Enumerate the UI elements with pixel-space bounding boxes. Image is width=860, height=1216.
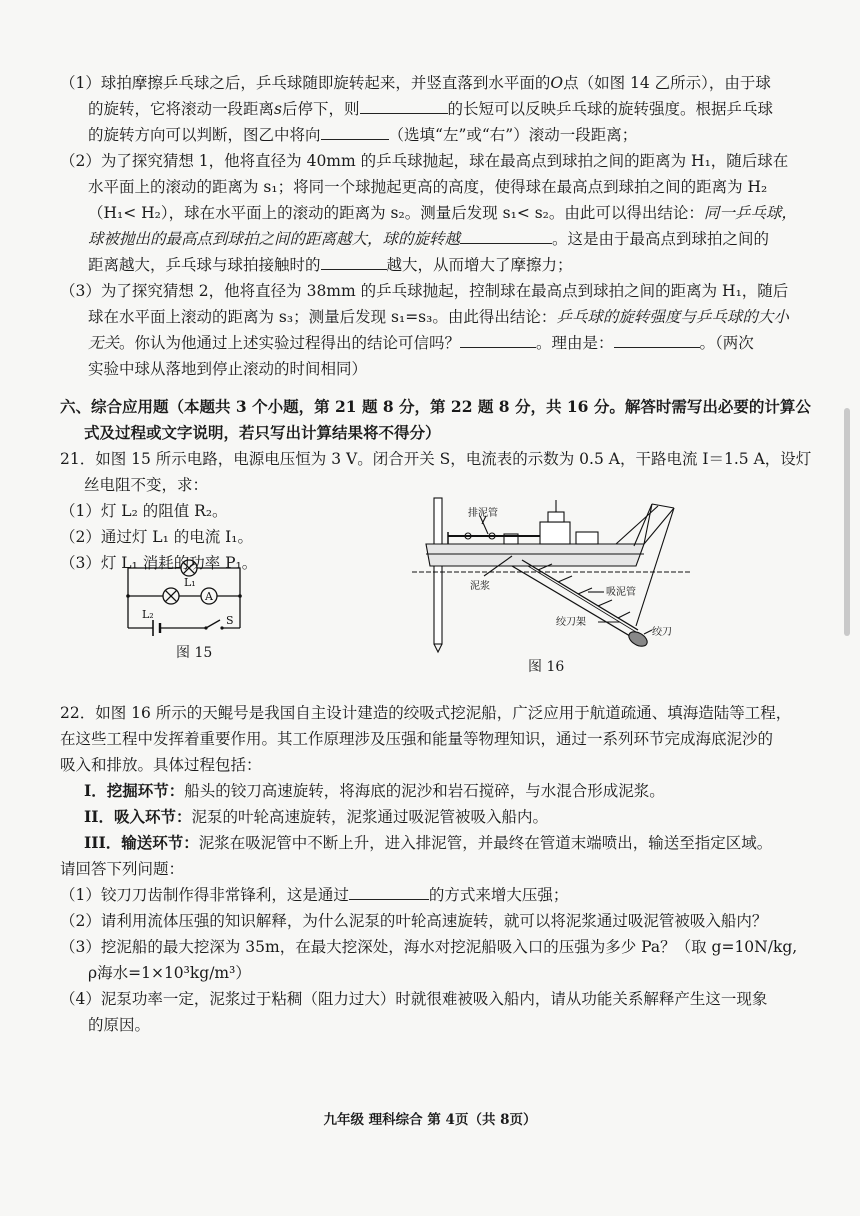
q-part-3-line-3: 无关。你认为他通过上述实验过程得出的结论可信吗？ 。理由是： 。（两次 <box>88 330 805 356</box>
q22-part-4-line-2: 的原因。 <box>88 1016 151 1034</box>
q21-stem-line-1: 21．如图 15 所示电路，电源电压恒为 3 V。闭合开关 S，电流表的示数为 0.5 A，干路电流 I＝1.5 A，设灯 <box>60 450 812 468</box>
q22-part-1: （1）铰刀刀齿制作得非常锋利，这是通过 的方式来增大压强； <box>60 882 805 908</box>
q22-part-3-line-2: ρ海水=1×10³kg/m³） <box>88 964 251 982</box>
q22-stem-line-3: 吸入和排放。具体过程包括： <box>60 756 262 774</box>
figure-15-circuit <box>118 556 258 646</box>
svg-text:绞刀: 绞刀 <box>652 627 672 638</box>
q-part-3-line-1: （3）为了探究猜想 2，他将直径为 38mm 的乒乓球抛起，控制球在最高点到球拍之间的距离为 H₁，随后 <box>60 282 789 300</box>
q22-prompt: 请回答下列问题： <box>60 860 185 878</box>
q21-part-2: （2）通过灯 L₁ 的电流 I₁。 <box>60 528 253 546</box>
section-6-heading-line-2: 式及过程或文字说明，若只写出计算结果将不得分） <box>84 423 441 442</box>
page-footer: 九年级 理科综合 第 4页（共 8页） <box>323 1112 537 1128</box>
q-part-3-line-2: 球在水平面上滚动的距离为 s₃；测量后发现 s₁=s₃。由此得出结论：乒乓球的旋转强度与乒乓球的大小 <box>88 308 789 326</box>
q-part-1-line-2: 的旋转，它将滚动一段距离s后停下，则 的长短可以反映乒乓球的旋转强度。根据乒乓球 <box>88 96 805 122</box>
figure-16-dredger <box>408 494 693 654</box>
svg-text:A: A <box>205 590 213 603</box>
q-part-2-line-3: （H₁< H₂），球在水平面上的滚动的距离为 s₂。测量后发现 s₁< s₂。由此可以得出结论：同一乒乓球， <box>88 204 797 222</box>
q-part-3-line-4: 实验中球从落地到停止滚动的时间相同） <box>88 360 368 378</box>
q21-part-1: （1）灯 L₂ 的阻值 R₂。 <box>60 502 228 520</box>
answer-blank-2[interactable] <box>321 123 389 140</box>
q22-step-2: II．吸入环节：泥泵的叶轮高速旋转，泥浆通过吸泥管被吸入船内。 <box>84 807 549 826</box>
svg-text:吸泥管: 吸泥管 <box>606 587 636 598</box>
svg-text:S: S <box>226 614 234 627</box>
q22-step-1: I．挖掘环节：船头的铰刀高速旋转，将海底的泥沙和岩石搅碎，与水混合形成泥浆。 <box>84 781 665 800</box>
answer-blank-6[interactable] <box>614 331 700 348</box>
point-o: O <box>550 74 564 92</box>
svg-text:L₂: L₂ <box>142 608 154 621</box>
q21-stem-line-2: 丝电阻不变，求： <box>84 476 209 494</box>
q22-part-3-line-1: （3）挖泥船的最大挖深为 35m，在最大挖深处，海水对挖泥船吸入口的压强为多少 Pa？（取 g=10N/kg, <box>60 938 798 956</box>
q22-part-2: （2）请利用流体压强的知识解释，为什么泥泵的叶轮高速旋转，就可以将泥浆通过吸泥管被吸入船内？ <box>60 912 768 930</box>
answer-blank-4[interactable] <box>321 253 387 270</box>
section-6-heading-line-1: 六、综合应用题（本题共 3 个小题，第 21 题 8 分，第 22 题 8 分，共 16 分。解答时需写出必要的计算公 <box>60 397 811 416</box>
answer-blank-7[interactable] <box>349 883 429 900</box>
q-part-2-line-5: 距离越大，乒乓球与球拍接触时的 越大，从而增大了摩擦力； <box>88 252 805 278</box>
q22-stem-line-1: 22．如图 16 所示的天鲲号是我国自主设计建造的绞吸式挖泥船，广泛应用于航道疏通、填海造陆等工程， <box>60 704 792 722</box>
figure-16-caption: 图 16 <box>528 659 565 675</box>
answer-blank-3[interactable] <box>460 227 552 244</box>
q-part-2-line-1: （2）为了探究猜想 1，他将直径为 40mm 的乒乓球抛起，球在最高点到球拍之间的距离为 H₁，随后球在 <box>60 152 789 170</box>
q21-part-3: （3）灯 L₁ 消耗的功率 P₁。 <box>60 554 258 572</box>
q-part-1-line-1: （1）球拍摩擦乒乓球之后，乒乓球随即旋转起来，并竖直落到水平面的O点（如图 14 乙所示），由于球 <box>60 74 771 92</box>
q-part-2-line-4: 球被抛出的最高点到球拍之间的距离越大，球的旋转越 。这是由于最高点到球拍之间的 <box>88 226 805 252</box>
answer-blank-1[interactable] <box>360 97 448 114</box>
q22-step-3: III．输送环节：泥浆在吸泥管中不断上升，进入排泥管，并最终在管道末端喷出，输送至指定区域。 <box>84 833 773 852</box>
svg-text:绞刀架: 绞刀架 <box>556 617 586 628</box>
answer-blank-5[interactable] <box>460 331 536 348</box>
svg-text:排泥管: 排泥管 <box>468 508 498 519</box>
q-part-2-line-2: 水平面上的滚动的距离为 s₁；将同一个球抛起更高的高度，使得球在最高点到球拍之间的距离为 H₂ <box>88 178 768 196</box>
figure-15-caption: 图 15 <box>176 645 213 661</box>
scrollbar-thumb[interactable] <box>844 408 850 636</box>
q-part-1-line-3: 的旋转方向可以判断，图乙中将向 （选填“左”或“右”）滚动一段距离； <box>88 122 805 148</box>
svg-text:L₁: L₁ <box>184 576 196 589</box>
svg-text:泥浆: 泥浆 <box>470 581 490 592</box>
q22-part-4-line-1: （4）泥泵功率一定，泥浆过于粘稠（阻力过大）时就很难被吸入船内，请从功能关系解释产生这一现象 <box>60 990 768 1008</box>
q22-stem-line-2: 在这些工程中发挥着重要作用。其工作原理涉及压强和能量等物理知识，通过一系列环节完成海底泥沙的 <box>60 730 774 748</box>
